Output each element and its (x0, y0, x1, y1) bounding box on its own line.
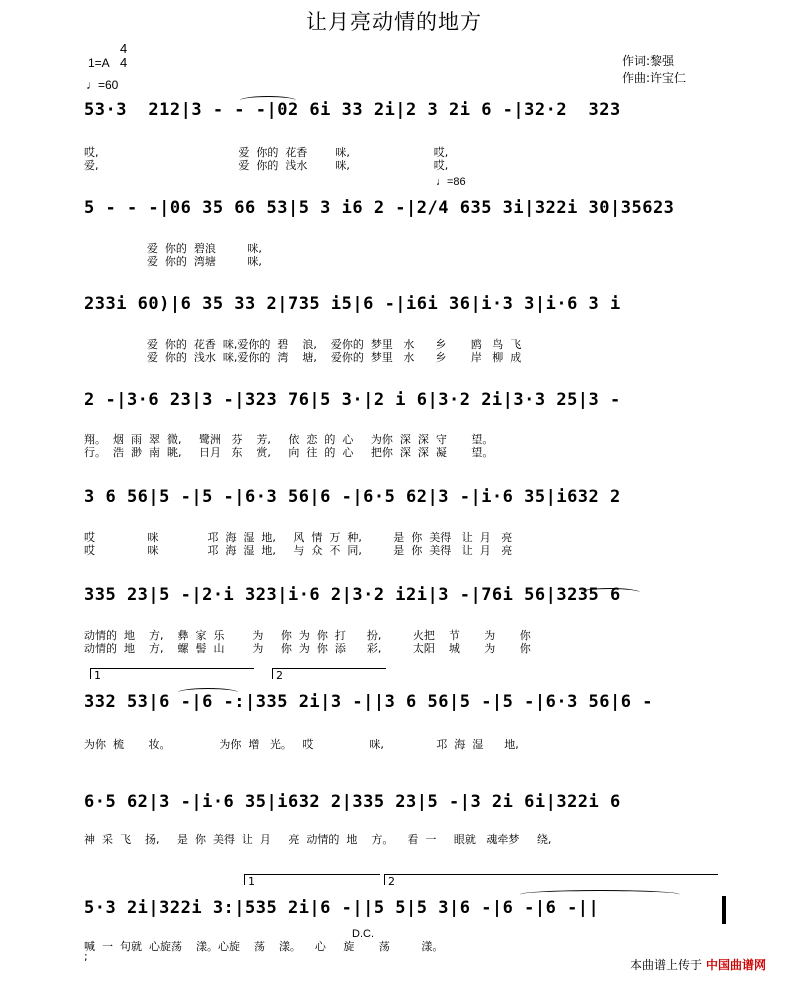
lyric-continuation: ; (84, 950, 88, 963)
volta-bracket-2: 2 (384, 874, 718, 885)
lyric-line: 为你 梳 妆。 为你 增 光。 哎 咪, 邛 海 湿 地, (84, 738, 519, 751)
lyric-verse-1: 爱 你的 碧浪 咪, (84, 242, 262, 255)
notes-line: 233i 60)|6 35 33 2|735 i5|6 -|i6i 36|i·3 3|i·6 3 i (84, 294, 621, 314)
footer-brand-link[interactable]: 中国曲谱网 (705, 958, 766, 972)
notes-line: 5 - - -|06 35 66 53|5 3 i6 2 -|2/4 635 3i|322i 30|35623 (84, 198, 675, 218)
lyric-verse-2: 爱 你的 浅水 咪,爱你的 湾 塘, 爱你的 梦里 水 乡 岸 柳 成 (84, 351, 522, 364)
notes-line: 53·3 212|3 - - -|02 6i 33 2i|2 3 2i 6 -|32·2 323 (84, 100, 621, 120)
score-line-3 (84, 294, 730, 322)
da-capo-marking: D.C. (352, 928, 374, 940)
volta-bracket-1: 1 (244, 874, 380, 885)
notes-line: 2 -|3·6 23|3 -|323 76|5 3·|2 i 6|3·2 2i|3·3 25|3 - (84, 390, 621, 410)
lyric-verse-2: 哎 咪 邛 海 湿 地, 与 众 不 同, 是 你 美得 让 月 亮 (84, 544, 513, 557)
lyric-verse-1: 翔。 烟 雨 翠 微, 鹭洲 芬 芳, 依 恋 的 心 为你 深 深 守 望。 (84, 433, 494, 446)
lyric-verse-1: 爱 你的 花香 咪,爱你的 碧 浪, 爱你的 梦里 水 乡 鸥 鸟 飞 (84, 338, 522, 351)
final-barline (722, 896, 726, 924)
tempo-change-marking: ♩=86 (436, 176, 466, 188)
score-title: 让月亮动情的地方 (306, 10, 482, 34)
lyric-verse-2: 爱, 爱 你的 浅水 咪, 哎, (84, 159, 449, 172)
time-signature-bottom: 4 (120, 55, 128, 70)
score-line-9 (84, 898, 730, 926)
lyric-verse-1: 动情的 地 方, 彝 家 乐 为 你 为 你 打 扮, 火把 节 为 你 (84, 629, 531, 642)
volta-bracket-2: 2 (272, 668, 386, 679)
lyricist-credit: 作词:黎强 (622, 54, 675, 68)
slur-mark (520, 890, 680, 899)
score-line-8 (84, 792, 730, 820)
score-line-5 (84, 487, 730, 515)
notes-line: 6·5 62|3 -|i·6 35|i632 2|335 23|5 -|3 2i 6i|322i 6 (84, 792, 621, 812)
notes-line: 335 23|5 -|2·i 323|i·6 2|3·2 i2i|3 -|76i 56|3235 6 (84, 585, 621, 605)
notes-line: 5·3 2i|322i 3:|535 2i|6 -||5 5|5 3|6 -|6 -|6 -|| (84, 898, 600, 918)
score-line-1 (84, 100, 730, 128)
slur-mark (178, 688, 238, 697)
lyric-verse-2: 行。 浩 渺 南 眺, 日月 东 赏, 向 往 的 心 把你 深 深 凝 望。 (84, 446, 494, 459)
time-signature (120, 42, 127, 70)
slur-mark (580, 588, 640, 597)
notes-line: 332 53|6 -|6 -:|335 2i|3 -||3 6 56|5 -|5 -|6·3 56|6 - (84, 692, 653, 712)
volta-bracket-1: 1 (90, 668, 254, 679)
key-signature: 1=A (88, 56, 110, 70)
lyric-verse-1: 哎 咪 邛 海 湿 地, 风 情 万 种, 是 你 美得 让 月 亮 (84, 531, 513, 544)
time-signature-top: 4 (120, 41, 128, 56)
lyric-verse-1: 哎, 爱 你的 花香 咪, 哎, (84, 146, 449, 159)
notes-line: 3 6 56|5 -|5 -|6·3 56|6 -|6·5 62|3 -|i·6 35|i632 2 (84, 487, 621, 507)
score-line-4 (84, 390, 730, 418)
lyric-line: 神 采 飞 扬, 是 你 美得 让 月 亮 动情的 地 方。 看 一 眼就 魂牵梦 绕, (84, 833, 552, 846)
lyric-line: 喊 一 句就 心旋荡 漾。心旋 荡 漾。 心 旋 荡 漾。 (84, 940, 444, 953)
footer-prefix: 本曲谱上传于 (629, 958, 702, 972)
slur-mark (240, 96, 296, 105)
lyric-verse-2: 动情的 地 方, 螺 髻 山 为 你 为 你 添 彩, 太阳 城 为 你 (84, 642, 531, 655)
lyric-verse-2: 爱 你的 湾塘 咪, (84, 255, 262, 268)
footer-credit (630, 956, 766, 973)
tempo-marking: ♩=60 (86, 78, 119, 92)
composer-credit: 作曲:许宝仁 (622, 71, 687, 85)
score-line-2 (84, 198, 730, 226)
